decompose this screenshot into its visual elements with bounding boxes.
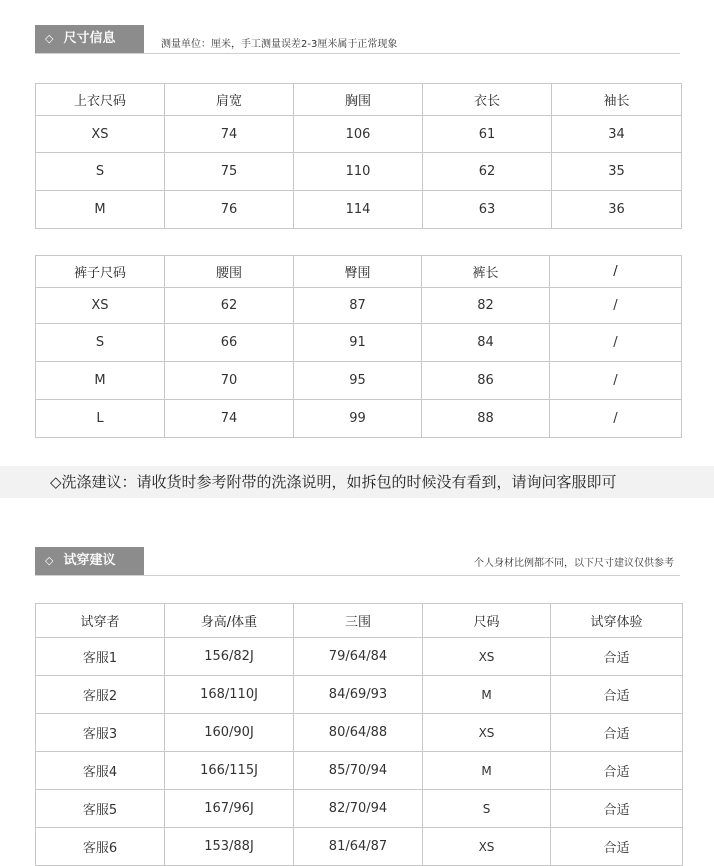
diamond-icon: ◇	[45, 554, 54, 567]
header-cell: 尺码	[423, 604, 551, 638]
size-info-header	[35, 25, 680, 54]
fit-table	[35, 603, 683, 866]
table-cell: 62	[423, 153, 552, 191]
header-cell: 腰围	[165, 256, 294, 288]
table-cell: 合适	[551, 828, 683, 866]
table-cell: 74	[165, 116, 294, 153]
size-info-title: 尺寸信息	[63, 31, 116, 46]
header-cell: 裤子尺码	[36, 256, 165, 288]
table-cell: 合适	[551, 676, 683, 714]
table-cell: 99	[294, 400, 422, 438]
table-cell: 61	[423, 116, 552, 153]
table-cell: 客服2	[36, 676, 165, 714]
table-cell: 153/88J	[165, 828, 294, 866]
measurement-note: 测量单位：厘米，手工测量误差2-3厘米属于正常现象	[161, 39, 398, 50]
header-cell: 衣长	[423, 84, 552, 116]
table-row	[36, 191, 682, 229]
table-row	[36, 400, 682, 438]
table-cell: 客服6	[36, 828, 165, 866]
table-cell: /	[550, 400, 682, 438]
table-cell: 合适	[551, 638, 683, 676]
table-cell: XS	[423, 714, 551, 752]
size-info-tag	[35, 25, 144, 53]
table-cell: 63	[423, 191, 552, 229]
table-row	[36, 752, 683, 790]
table-cell: 91	[294, 324, 422, 362]
table-cell: 62	[165, 288, 294, 324]
diamond-icon: ◇	[45, 32, 54, 45]
table-header-row	[36, 84, 682, 116]
table-cell: S	[36, 153, 165, 191]
table-cell: L	[36, 400, 165, 438]
table-cell: S	[36, 324, 165, 362]
table-cell: 34	[552, 116, 682, 153]
washing-advice: ◇洗涤建议：请收货时参考附带的洗涤说明，如拆包的时候没有看到，请询问客服即可	[0, 466, 714, 498]
header-cell: 肩宽	[165, 84, 294, 116]
table-row	[36, 790, 683, 828]
header-cell: 试穿者	[36, 604, 165, 638]
table-cell: 87	[294, 288, 422, 324]
header-cell: /	[550, 256, 682, 288]
table-cell: 82	[422, 288, 550, 324]
table-cell: 114	[294, 191, 423, 229]
fit-advice-header	[35, 547, 680, 576]
table-cell: 70	[165, 362, 294, 400]
pants-size-table	[35, 255, 682, 438]
table-row	[36, 638, 683, 676]
header-cell: 臀围	[294, 256, 422, 288]
table-cell: 合适	[551, 714, 683, 752]
table-cell: S	[423, 790, 551, 828]
table-cell: 74	[165, 400, 294, 438]
table-cell: 85/70/94	[294, 752, 423, 790]
table-row	[36, 324, 682, 362]
table-cell: 95	[294, 362, 422, 400]
table-cell: XS	[423, 828, 551, 866]
table-cell: 88	[422, 400, 550, 438]
table-cell: /	[550, 324, 682, 362]
table-cell: M	[423, 676, 551, 714]
table-cell: 86	[422, 362, 550, 400]
table-cell: /	[550, 288, 682, 324]
table-cell: 客服3	[36, 714, 165, 752]
fit-advice-title: 试穿建议	[63, 553, 116, 568]
header-cell: 身高/体重	[165, 604, 294, 638]
table-row	[36, 714, 683, 752]
table-cell: 166/115J	[165, 752, 294, 790]
table-cell: /	[550, 362, 682, 400]
table-cell: 160/90J	[165, 714, 294, 752]
header-cell: 试穿体验	[551, 604, 683, 638]
table-header-row	[36, 256, 682, 288]
table-cell: 84	[422, 324, 550, 362]
header-cell: 上衣尺码	[36, 84, 165, 116]
table-cell: 66	[165, 324, 294, 362]
table-cell: 167/96J	[165, 790, 294, 828]
table-cell: 76	[165, 191, 294, 229]
table-cell: XS	[423, 638, 551, 676]
top-size-table	[35, 83, 682, 229]
table-cell: XS	[36, 116, 165, 153]
table-cell: M	[36, 191, 165, 229]
table-cell: 80/64/88	[294, 714, 423, 752]
table-cell: 客服1	[36, 638, 165, 676]
table-cell: 84/69/93	[294, 676, 423, 714]
table-cell: 35	[552, 153, 682, 191]
header-cell: 胸围	[294, 84, 423, 116]
fit-advice-note: 个人身材比例都不同，以下尺寸建议仅供参考	[474, 558, 674, 569]
table-row	[36, 288, 682, 324]
table-cell: 36	[552, 191, 682, 229]
table-cell: 82/70/94	[294, 790, 423, 828]
header-cell: 裤长	[422, 256, 550, 288]
table-cell: 168/110J	[165, 676, 294, 714]
table-cell: 156/82J	[165, 638, 294, 676]
header-cell: 袖长	[552, 84, 682, 116]
table-row	[36, 153, 682, 191]
table-cell: 81/64/87	[294, 828, 423, 866]
table-row	[36, 828, 683, 866]
table-cell: M	[423, 752, 551, 790]
table-row	[36, 116, 682, 153]
fit-advice-tag	[35, 547, 144, 575]
table-cell: 106	[294, 116, 423, 153]
header-cell: 三围	[294, 604, 423, 638]
table-cell: 合适	[551, 752, 683, 790]
table-cell: 75	[165, 153, 294, 191]
table-row	[36, 676, 683, 714]
table-cell: M	[36, 362, 165, 400]
table-cell: XS	[36, 288, 165, 324]
table-header-row	[36, 604, 683, 638]
table-cell: 79/64/84	[294, 638, 423, 676]
table-row	[36, 362, 682, 400]
table-cell: 110	[294, 153, 423, 191]
table-cell: 客服4	[36, 752, 165, 790]
table-cell: 合适	[551, 790, 683, 828]
table-cell: 客服5	[36, 790, 165, 828]
